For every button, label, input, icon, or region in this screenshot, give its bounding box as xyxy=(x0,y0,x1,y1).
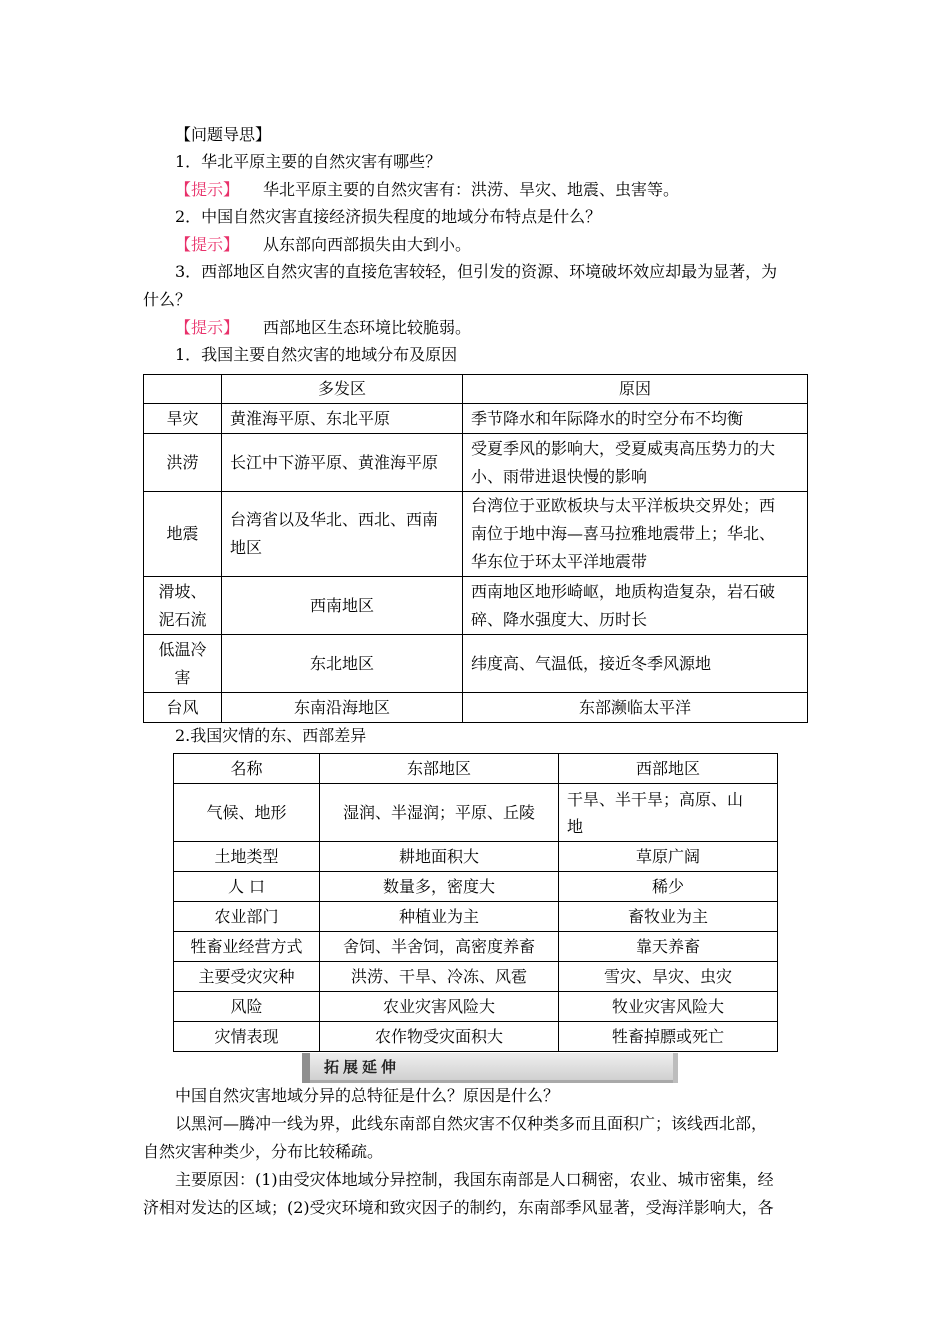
east-region-cell-line: 种植业为主 xyxy=(398,907,479,926)
disaster-reason-cell xyxy=(463,434,808,492)
west-region-cell-line: 牲畜掉膘或死亡 xyxy=(611,1027,724,1046)
column-header: 西部地区 xyxy=(559,754,778,784)
table1-caption: 1．我国主要自然灾害的地域分布及原因 xyxy=(175,345,458,364)
hint-tag-1: 【提示】 xyxy=(175,180,240,199)
extension-p2-line-2: 济相对发达的区域；(2)受灾环境和致灾因子的制约，东南部季风显著，受海洋影响大，各 xyxy=(143,1198,774,1217)
column-header: 东部地区 xyxy=(320,754,559,784)
disaster-reason-cell-line: 台湾位于亚欧板块与太平洋板块交界处；西 xyxy=(471,496,776,515)
category-cell xyxy=(174,784,320,842)
category-cell-line: 土地类型 xyxy=(214,847,279,866)
column-header: 多发区 xyxy=(222,375,463,404)
table-row xyxy=(174,902,778,932)
disaster-area-cell-line: 东北地区 xyxy=(309,653,374,673)
disaster-reason-cell xyxy=(463,693,808,723)
disaster-name-cell xyxy=(144,434,222,492)
table-row xyxy=(144,492,808,577)
east-region-cell xyxy=(320,932,559,962)
banner-right-bar xyxy=(673,1053,678,1083)
disaster-reason-cell xyxy=(463,635,808,693)
disaster-reason-cell-line: 华东位于环太平洋地震带 xyxy=(471,552,648,571)
disaster-reason-cell-line: 受夏季风的影响大，受夏威夷高压势力的大 xyxy=(471,438,776,458)
disaster-area-cell-line: 黄淮海平原、东北平原 xyxy=(230,408,391,428)
disaster-name-cell xyxy=(144,635,222,693)
east-region-cell xyxy=(320,872,559,902)
category-cell-line: 人 口 xyxy=(227,877,266,896)
table-row xyxy=(144,434,808,492)
category-cell-line: 牲畜业经营方式 xyxy=(190,937,303,956)
table-row xyxy=(144,404,808,434)
table-row xyxy=(174,932,778,962)
table-header-row xyxy=(144,375,808,404)
category-cell xyxy=(174,872,320,902)
disaster-reason-cell-line: 碎、降水强度大、历时长 xyxy=(471,609,648,629)
disaster-name-cell xyxy=(144,693,222,723)
east-region-cell xyxy=(320,992,559,1022)
west-region-cell-line: 稀少 xyxy=(651,877,684,896)
east-region-cell xyxy=(320,1022,559,1052)
west-region-cell xyxy=(559,872,778,902)
east-region-cell xyxy=(320,962,559,992)
west-region-cell xyxy=(559,842,778,872)
west-region-cell-line: 靠天养畜 xyxy=(635,937,700,956)
east-region-cell-line: 舍饲、半舍饲，高密度养畜 xyxy=(342,937,535,956)
disaster-area-cell xyxy=(222,434,463,492)
extension-p2-line-1: 主要原因：(1)由受灾体地域分异控制，我国东南部是人口稠密，农业、城市密集，经 xyxy=(175,1170,774,1189)
disaster-reason-cell-line: 纬度高、气温低，接近冬季风源地 xyxy=(471,653,712,673)
column-header: 名称 xyxy=(174,754,320,784)
column-header: 原因 xyxy=(463,375,808,404)
question-2: 2．中国自然灾害直接经济损失程度的地域分布特点是什么？ xyxy=(175,207,602,226)
disaster-reason-cell xyxy=(463,404,808,434)
disaster-area-cell xyxy=(222,492,463,577)
disaster-area-cell-line: 地区 xyxy=(230,538,263,557)
question-3-line-2: 什么？ xyxy=(143,290,192,309)
table-row xyxy=(174,1022,778,1052)
answer-3 xyxy=(175,318,471,338)
disaster-reason-cell xyxy=(463,577,808,635)
category-cell-line: 农业部门 xyxy=(214,907,279,926)
table-row xyxy=(144,635,808,693)
west-region-cell xyxy=(559,962,778,992)
disaster-name-cell-line: 低温冷 xyxy=(158,639,207,659)
category-cell xyxy=(174,962,320,992)
disaster-reason-cell-line: 南位于地中海—喜马拉雅地震带上；华北、 xyxy=(471,524,776,543)
table-row xyxy=(174,992,778,1022)
column-header xyxy=(144,375,222,404)
disaster-name-cell-line: 泥石流 xyxy=(158,609,207,629)
category-cell xyxy=(174,992,320,1022)
table-header-row xyxy=(174,754,778,784)
table-row xyxy=(144,693,808,723)
west-region-cell-line: 干旱、半干旱；高原、山 xyxy=(567,789,744,809)
east-region-cell-line: 数量多，密度大 xyxy=(382,877,495,896)
disaster-reason-cell-line: 西南地区地形崎岖，地质构造复杂，岩石破 xyxy=(471,581,776,601)
category-cell-line: 风险 xyxy=(230,997,263,1016)
question-3-line-1: 3．西部地区自然灾害的直接危害较轻，但引发的资源、环境破坏效应却最为显著，为 xyxy=(175,262,778,281)
east-region-cell-line: 农业灾害风险大 xyxy=(382,997,495,1016)
east-region-cell-line: 农作物受灾面积大 xyxy=(374,1027,503,1046)
disaster-distribution-table xyxy=(143,374,808,723)
disaster-name-cell-line: 滑坡、 xyxy=(158,581,207,601)
category-cell-line: 灾情表现 xyxy=(214,1027,279,1046)
west-region-cell-line: 草原广阔 xyxy=(635,847,700,866)
east-region-cell-line: 洪涝、干旱、冷冻、风雹 xyxy=(350,967,527,986)
category-cell xyxy=(174,1022,320,1052)
answer-2 xyxy=(175,235,471,255)
disaster-reason-cell xyxy=(463,492,808,577)
west-region-cell xyxy=(559,932,778,962)
hint-tag-3: 【提示】 xyxy=(175,318,240,337)
east-region-cell-line: 耕地面积大 xyxy=(398,847,479,866)
category-cell xyxy=(174,932,320,962)
guide-heading: 【问题导思】 xyxy=(175,125,272,144)
east-region-cell xyxy=(320,842,559,872)
east-region-cell xyxy=(320,784,559,842)
disaster-name-cell xyxy=(144,492,222,577)
banner-left-bar xyxy=(302,1053,310,1083)
question-1: 1．华北平原主要的自然灾害有哪些？ xyxy=(175,152,442,171)
disaster-area-cell-line: 西南地区 xyxy=(309,595,374,615)
disaster-area-cell xyxy=(222,577,463,635)
disaster-reason-cell-line: 季节降水和年际降水的时空分布不均衡 xyxy=(471,408,744,428)
category-cell-line: 气候、地形 xyxy=(206,803,287,822)
west-region-cell-line: 地 xyxy=(567,816,584,836)
west-region-cell-line: 牧业灾害风险大 xyxy=(611,997,724,1016)
disaster-name-cell-line: 地震 xyxy=(166,524,199,543)
disaster-area-cell xyxy=(222,693,463,723)
disaster-area-cell xyxy=(222,404,463,434)
hint-tag-2: 【提示】 xyxy=(175,235,240,254)
disaster-name-cell-line: 害 xyxy=(174,667,191,687)
disaster-area-cell xyxy=(222,635,463,693)
east-west-difference-table xyxy=(173,753,778,1052)
disaster-area-cell-line: 长江中下游平原、黄淮海平原 xyxy=(230,452,439,472)
table-row xyxy=(174,962,778,992)
table-row xyxy=(174,784,778,842)
disaster-area-cell-line: 台湾省以及华北、西北、西南 xyxy=(230,510,439,529)
west-region-cell xyxy=(559,902,778,932)
category-cell-line: 主要受灾灾种 xyxy=(198,967,295,986)
table-row xyxy=(174,872,778,902)
answer-1-text: 华北平原主要的自然灾害有：洪涝、旱灾、地震、虫害等。 xyxy=(263,180,680,199)
answer-3-text: 西部地区生态环境比较脆弱。 xyxy=(263,318,472,337)
west-region-cell xyxy=(559,784,778,842)
disaster-name-cell-line: 洪涝 xyxy=(166,452,199,472)
east-region-cell-line: 湿润、半湿润；平原、丘陵 xyxy=(342,803,535,822)
answer-2-text: 从东部向西部损失由大到小。 xyxy=(263,235,472,254)
west-region-cell xyxy=(559,1022,778,1052)
extension-p1-line-1: 以黑河—腾冲一线为界，此线东南部自然灾害不仅种类多而且面积广；该线西北部， xyxy=(175,1114,768,1133)
west-region-cell-line: 雪灾、旱灾、虫灾 xyxy=(603,967,732,986)
east-region-cell xyxy=(320,902,559,932)
disaster-name-cell-line: 台风 xyxy=(166,697,199,717)
disaster-name-cell-line: 旱灾 xyxy=(166,408,199,428)
table2-caption: 2.我国灾情的东、西部差异 xyxy=(175,726,367,745)
table-row xyxy=(144,577,808,635)
category-cell xyxy=(174,842,320,872)
extension-p1-line-2: 自然灾害种类少，分布比较稀疏。 xyxy=(143,1142,384,1161)
banner-title: 拓展延伸 xyxy=(324,1058,401,1076)
category-cell xyxy=(174,902,320,932)
answer-1 xyxy=(175,180,679,200)
disaster-area-cell-line: 东南沿海地区 xyxy=(293,697,390,717)
west-region-cell-line: 畜牧业为主 xyxy=(627,907,708,926)
disaster-name-cell xyxy=(144,404,222,434)
table-row xyxy=(174,842,778,872)
disaster-reason-cell-line: 小、雨带进退快慢的影响 xyxy=(471,466,648,486)
extension-banner xyxy=(302,1053,678,1083)
extension-question: 中国自然灾害地域分异的总特征是什么？原因是什么？ xyxy=(175,1086,560,1105)
disaster-reason-cell-line: 东部濒临太平洋 xyxy=(578,697,691,717)
disaster-name-cell xyxy=(144,577,222,635)
west-region-cell xyxy=(559,992,778,1022)
